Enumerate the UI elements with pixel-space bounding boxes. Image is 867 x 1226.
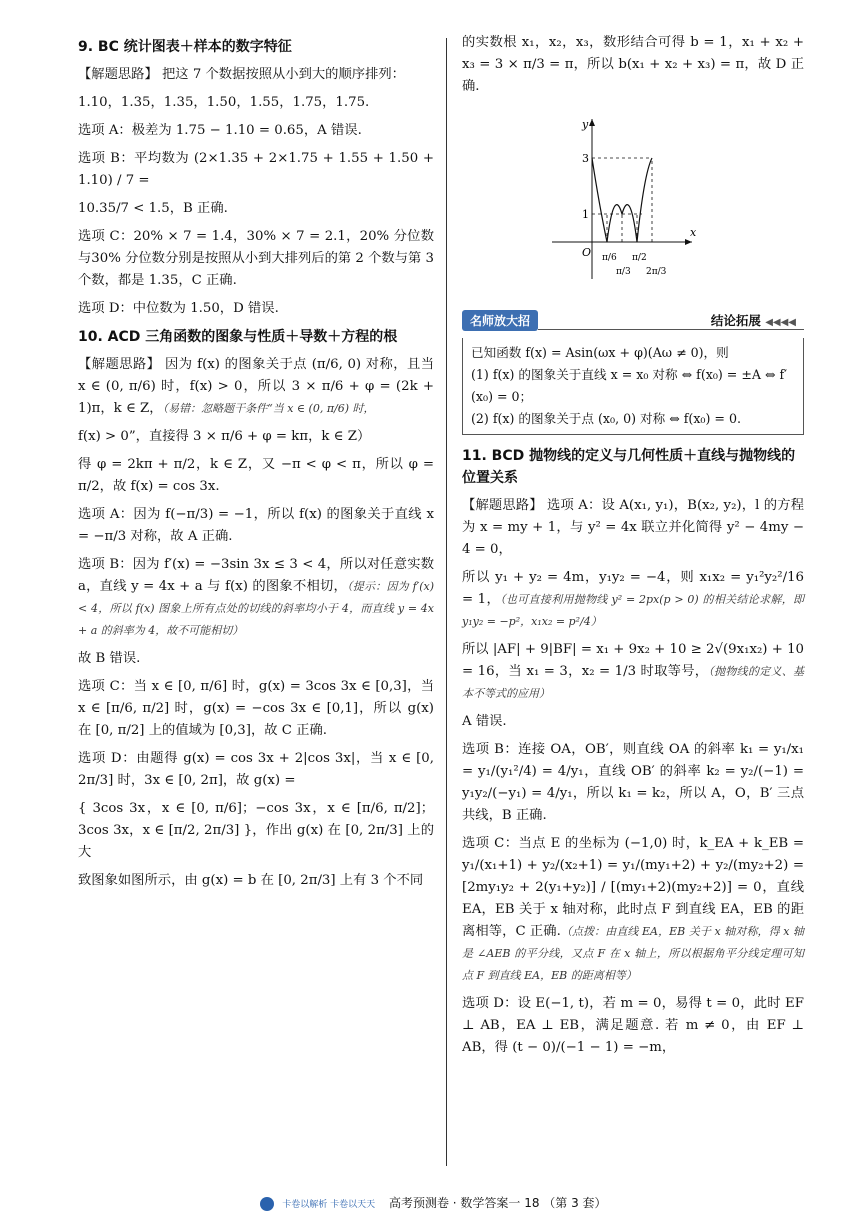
q11-note-1: （也可直接利用抛物线 y² = 2px(p > 0) 的相关结论求解，即 y₁y₂ = −p²，x₁x₂ = p²/4） [462, 593, 805, 628]
q11-note-2: （抛物线的定义、基本不等式的应用） [462, 665, 805, 700]
cos-graph [552, 114, 722, 284]
conclusion-line-2: (1) f(x) 的图象关于直线 x = x₀ 对称 ⇔ f(x₀) = ±A ⇔ f′(x₀) = 0； [471, 367, 788, 404]
q9-line-2: 1.10，1.35，1.35，1.50，1.55，1.75，1.75. [78, 95, 370, 110]
q10-line-2: f(x) > 0”，直接得 3 × π/6 + φ = kπ，k ∈ Z） [78, 429, 371, 444]
publisher-logo-icon [260, 1197, 274, 1211]
q11-line-5: 选项 B：连接 OA，OB′，则直线 OA 的斜率 k₁ = y₁/x₁ = y₁/(y₁²/4) = 4/y₁，直线 OB′ 的斜率 k₂ = y₂/(−1) = y₁y₂/(−y₁) = 4/y₁，所以 k₁ = k₂，所以 A，O，B′ 三点共线，B 正确. [462, 742, 804, 823]
conclusion-line-3: (2) f(x) 的图象关于点 (x₀, 0) 对称 ⇔ f(x₀) = 0. [471, 411, 741, 426]
left-column [78, 32, 434, 898]
q10-line-5: 选项 B：因为 f′(x) = −3sin 3x ≤ 3 < 4，所以对任意实数 a，直线 y = 4x + a 与 f(x) 的图象不相切，（提示：因为 f′(x) < 4，所以 f(x) 图象上所有点处的切线的斜率均小于 4，而直线 y = 4x + a 的斜率为 4，故不可能相切） [78, 557, 434, 637]
q11-line-2: 所以 y₁ + y₂ = 4m，y₁y₂ = −4，则 x₁x₂ = y₁²y₂²/16 = 1，（也可直接利用抛物线 y² = 2px(p > 0) 的相关结论求解，即 y₁y₂ = −p²，x₁x₂ = p²/4） [462, 570, 805, 628]
q9-line-1: 【解题思路】 把这 7 个数据按照从小到大的顺序排列： [78, 67, 405, 82]
conclusion-box-header [462, 310, 804, 330]
graph-origin-label: O [582, 246, 592, 259]
graph-y-tick-1: 1 [582, 208, 589, 221]
q11-line-1: 【解题思路】 选项 A：设 A(x₁, y₁)，B(x₂, y₂)，l 的方程为 x = my + 1，与 y² = 4x 联立并化简得 y² − 4my − 4 = 0， [462, 498, 804, 557]
q9-title: 9. BC 统计图表＋样本的数字特征 [78, 39, 292, 55]
q10-line-3: 得 φ = 2kπ + π/2，k ∈ Z，又 −π < φ < π，所以 φ = π/2，故 f(x) = cos 3x. [78, 457, 434, 494]
q11-line-3: 所以 |AF| + 9|BF| = x₁ + 9x₂ + 10 ≥ 2√(9x₁x₂) + 10 = 16，当 x₁ = 3，x₂ = 1/3 时取等号，（抛物线的定义、基本不等式的应用） [462, 642, 805, 700]
graph-y-axis-label: y [582, 118, 589, 131]
graph-y-tick-3: 3 [582, 152, 589, 165]
right-column [462, 32, 804, 1065]
q10-line-9: { 3cos 3x，x ∈ [0, π/6]；−cos 3x，x ∈ [π/6, π/2]；3cos 3x，x ∈ [π/2, 2π/3] }，作出 g(x) 在 [0, 2π/3] 上的大 [78, 801, 434, 860]
q11-line-4: A 错误. [462, 714, 507, 729]
arrows-icon: ◀◀◀◀ [765, 316, 796, 328]
q10-continuation: 的实数根 x₁，x₂，x₃，数形结合可得 b = 1，x₁ + x₂ + x₃ = 3 × π/3 = π，所以 b(x₁ + x₂ + x₃) = π，故 D 正确. [462, 35, 804, 94]
q11-line-7: 选项 D：设 E(−1, t)，若 m = 0，易得 t = 0，此时 EF ⊥ AB，EA ⊥ EB，满足题意. 若 m ≠ 0，由 EF ⊥ AB，得 (t − 0)/(−1 − 1) = −m， [462, 996, 804, 1055]
q10-note-1: （易错：忽略题干条件“当 x ∈ (0, π/6) 时， [162, 402, 375, 415]
graph-x-tick-pi2: π/2 [632, 253, 647, 263]
conclusion-title: 结论拓展 ◀◀◀◀ [538, 311, 804, 330]
conclusion-box [462, 338, 804, 435]
graph-x-tick-pi3: π/3 [616, 267, 631, 277]
graph-x-tick-2pi3: 2π/3 [646, 267, 667, 277]
teacher-tip-badge: 名师放大招 [462, 310, 538, 331]
q9-line-3: 选项 A：极差为 1.75 − 1.10 = 0.65，A 错误. [78, 123, 362, 138]
q10-line-1: 【解题思路】 因为 f(x) 的图象关于点 (π/6, 0) 对称，且当 x ∈ (0, π/6) 时，f(x) > 0，所以 3 × π/6 + φ = (2k + 1)π，k ∈ Z，（易错：忽略题干条件“当 x ∈ (0, π/6) 时， [78, 357, 434, 416]
q9-line-4: 选项 B：平均数为 (2×1.35 + 2×1.75 + 1.55 + 1.50 + 1.10) / 7 = [78, 151, 434, 188]
q11-line-6: 选项 C：当点 E 的坐标为 (−1,0) 时，k_EA + k_EB = y₁/(x₁+1) + y₂/(x₂+1) = y₁/(my₁+2) + y₂/(my₂+2) = [2my₁y₂ + 2(y₁+y₂)] / [(my₁+2)(my₂+2)] = 0，直线 EA，EB 关于 x 轴对称，此时点 F 到直线 EA，EB 的距离相等，C 正确.（点拨：由直线 EA，EB 关于 x 轴对称，得 x 轴是 ∠AEB 的平分线，又点 F 在 x 轴上，所以根据角平分线定理可知点 F 到直线 EA，EB 的距离相等） [462, 836, 804, 982]
column-divider [446, 38, 447, 1166]
q10-line-8: 选项 D：由题得 g(x) = cos 3x + 2|cos 3x|，当 x ∈ [0, 2π/3] 时，3x ∈ [0, 2π]，故 g(x) = [78, 751, 434, 788]
q9-line-5: 10.35/7 < 1.5，B 正确. [78, 201, 228, 216]
footer-text: 高考预测卷 · 数学答案一 18 （第 3 套） [388, 1196, 607, 1210]
q10-line-10: 致图象如图所示，由 g(x) = b 在 [0, 2π/3] 上有 3 个不同 [78, 873, 424, 888]
conclusion-line-1: 已知函数 f(x) = Asin(ωx + φ)(Aω ≠ 0)，则 [471, 345, 729, 360]
graph-x-axis-label: x [690, 226, 697, 239]
q11-note-3: （点拨：由直线 EA，EB 关于 x 轴对称，得 x 轴是 ∠AEB 的平分线，又点 F 在 x 轴上，所以根据角平分线定理可知点 F 到直线 EA，EB 的距离相等） [462, 925, 804, 982]
q11-title: 11. BCD 抛物线的定义与几何性质＋直线与抛物线的位置关系 [462, 448, 796, 486]
q10-title: 10. ACD 三角函数的图象与性质＋导数＋方程的根 [78, 329, 398, 345]
q9-line-7: 选项 D：中位数为 1.50，D 错误. [78, 301, 279, 316]
q10-line-4: 选项 A：因为 f(−π/3) = −1，所以 f(x) 的图象关于直线 x = −π/3 对称，故 A 正确. [78, 507, 434, 544]
q10-line-7: 选项 C：当 x ∈ [0, π/6] 时，g(x) = 3cos 3x ∈ [0,3]，当 x ∈ [π/6, π/2] 时，g(x) = −cos 3x ∈ [0,1]，所以 g(x) 在 [0, π/2] 上的值域为 [0,3]，故 C 正确. [78, 679, 434, 738]
q9-line-6: 选项 C：20% × 7 = 1.4，30% × 7 = 2.1，20% 分位数与30% 分位数分别是按照从小到大排列后的第 2 个数与第 3 个数，都是 1.35，C 正确. [78, 229, 434, 288]
q10-note-2: （提示：因为 f′(x) < 4，所以 f(x) 图象上所有点处的切线的斜率均小于 4，而直线 y = 4x + a 的斜率为 4，故不可能相切） [78, 580, 434, 637]
page-footer [0, 1194, 867, 1211]
publisher-logo-text: 卡卷以解析 卡卷以天天 [282, 1200, 376, 1210]
graph-x-tick-pi6: π/6 [602, 253, 617, 263]
q10-line-6: 故 B 错误. [78, 651, 141, 666]
